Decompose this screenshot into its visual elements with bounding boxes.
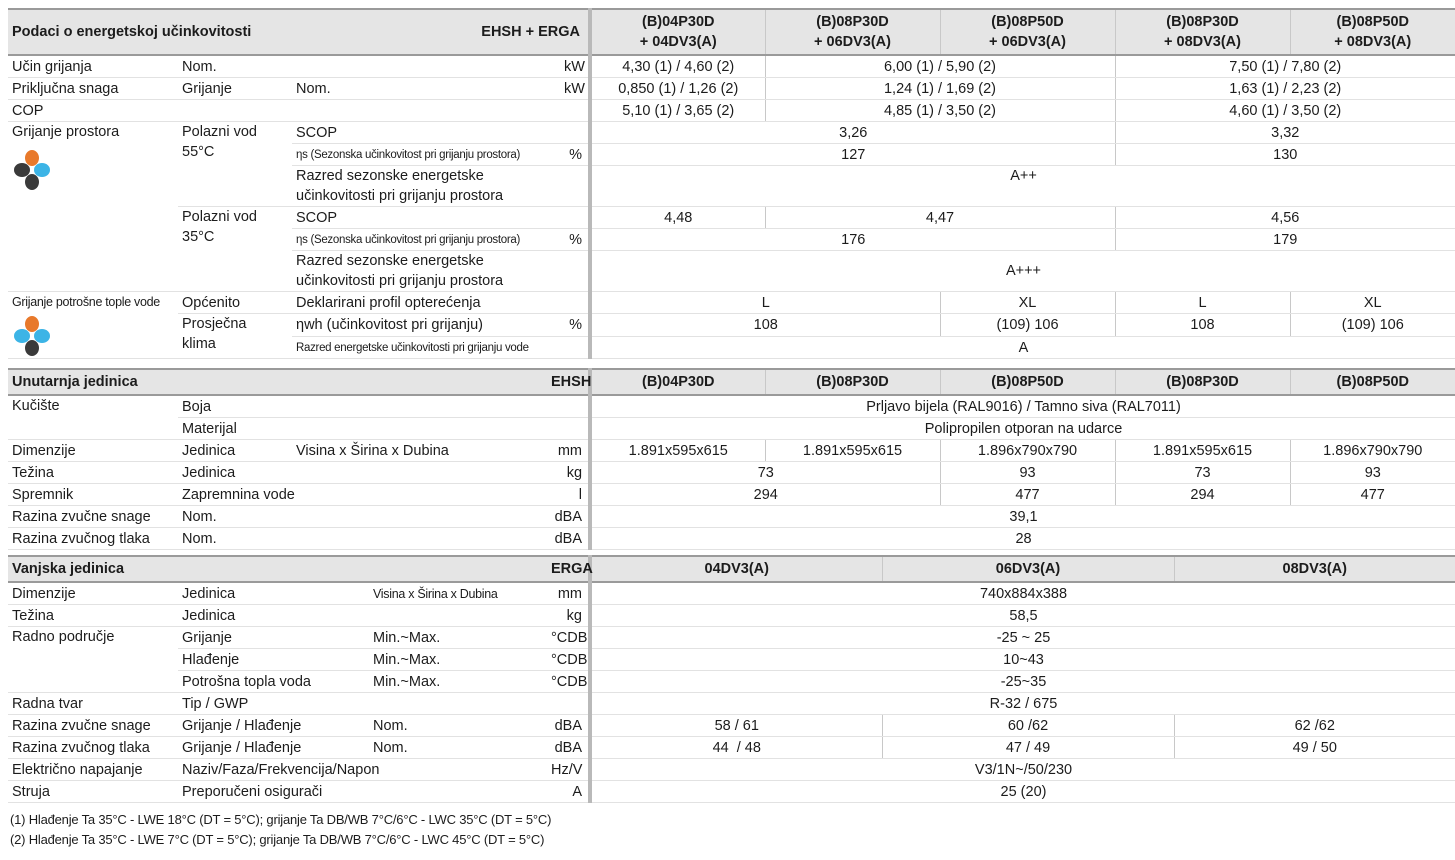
water-drops-icon	[12, 314, 52, 358]
value: Prljavo bijela (RAL9016) / Tamno siva (RAL7011)	[590, 395, 1455, 418]
row-label: Učin grijanja	[8, 55, 178, 78]
value: 73	[590, 462, 940, 484]
value: 5,10 (1) / 3,65 (2)	[590, 100, 765, 122]
footnote: (2) Hlađenje Ta 35°C - LWE 7°C (DT = 5°C); grijanje Ta DB/WB 7°C/6°C - LWC 45°C (DT = 5°C)	[10, 832, 545, 847]
table-row	[8, 78, 1455, 100]
row-sub2: ηwh (učinkovitost pri grijanju)	[292, 314, 560, 337]
row-sub2: Nom.	[369, 737, 547, 759]
value: (109) 106	[1290, 314, 1455, 337]
column-header: (B)04P30D	[590, 369, 765, 395]
table-row	[8, 418, 1455, 440]
value: 73	[1115, 462, 1290, 484]
unit: mm	[547, 440, 590, 462]
unit: %	[560, 314, 590, 337]
row-sub2: Min.~Max.	[369, 671, 547, 693]
table-row	[8, 671, 1455, 693]
unit: %	[560, 229, 590, 251]
row-label: Razina zvučne snage	[8, 506, 178, 528]
value: 477	[940, 484, 1115, 506]
value: 1,63 (1) / 2,23 (2)	[1115, 78, 1455, 100]
outdoor-unit-table	[8, 555, 1455, 803]
value: 25 (20)	[590, 781, 1455, 803]
row-sub: Nom.	[178, 55, 560, 78]
row-sub: Grijanje / Hlađenje	[178, 715, 369, 737]
row-sub: Jedinica	[178, 582, 369, 605]
row-sub: Jedinica	[178, 462, 547, 484]
value: Polipropilen otporan na udarce	[590, 418, 1455, 440]
row-label: Dimenzije	[8, 582, 178, 605]
row-label: Razina zvučne snage	[8, 715, 178, 737]
energy-efficiency-table	[8, 8, 1455, 359]
row-sub2: Razred sezonske energetske učinkovitosti pri grijanju prostora	[292, 166, 560, 207]
value: 60 /62	[882, 715, 1174, 737]
row-sub: Grijanje	[178, 627, 369, 649]
row-label: Razina zvučnog tlaka	[8, 528, 178, 550]
value: 7,50 (1) / 7,80 (2)	[1115, 55, 1455, 78]
row-label: Električno napajanje	[8, 759, 178, 781]
table-row	[8, 395, 1455, 418]
row-sub: Prosječna klima	[178, 314, 292, 359]
value: 477	[1290, 484, 1455, 506]
value: 3,32	[1115, 122, 1455, 144]
column-header: (B)08P30D + 08DV3(A)	[1115, 9, 1290, 55]
unit: l	[547, 484, 590, 506]
row-label: Težina	[8, 462, 178, 484]
column-header: (B)08P50D	[940, 369, 1115, 395]
column-header: (B)08P30D	[765, 369, 940, 395]
row-sub: Naziv/Faza/Frekvencija/Napon	[178, 759, 547, 781]
value: (109) 106	[940, 314, 1115, 337]
table-title: Unutarnja jedinica	[8, 369, 547, 395]
table-row	[8, 582, 1455, 605]
table-row	[8, 122, 1455, 144]
column-header: (B)08P50D + 08DV3(A)	[1290, 9, 1455, 55]
model-label: EHSH + ERGA	[560, 9, 590, 55]
row-label: COP	[8, 100, 590, 122]
table-row	[8, 506, 1455, 528]
value: V3/1N~/50/230	[590, 759, 1455, 781]
value: 1.896x790x790	[940, 440, 1115, 462]
column-header: 04DV3(A)	[590, 556, 882, 582]
column-header: (B)08P30D	[1115, 369, 1290, 395]
table-row	[8, 649, 1455, 671]
unit: °CDB	[547, 649, 590, 671]
row-sub2: Deklarirani profil opterećenja	[292, 292, 560, 314]
value: 44 / 48	[590, 737, 882, 759]
unit: dBA	[547, 737, 590, 759]
value: 93	[1290, 462, 1455, 484]
column-header: (B)08P50D	[1290, 369, 1455, 395]
value: 127	[590, 144, 1115, 166]
row-sub: Potrošna topla voda	[178, 671, 369, 693]
row-sub2: Nom.	[369, 715, 547, 737]
row-label: Priključna snaga	[8, 78, 178, 100]
value: 4,47	[765, 207, 1115, 229]
table-row	[8, 440, 1455, 462]
value: 4,30 (1) / 4,60 (2)	[590, 55, 765, 78]
value: 6,00 (1) / 5,90 (2)	[765, 55, 1115, 78]
value: L	[1115, 292, 1290, 314]
row-label: Spremnik	[8, 484, 178, 506]
table-row	[8, 627, 1455, 649]
value: XL	[940, 292, 1115, 314]
table-row	[8, 715, 1455, 737]
value: 4,48	[590, 207, 765, 229]
row-sub: Nom.	[178, 506, 547, 528]
value: -25 ~ 25	[590, 627, 1455, 649]
row-label: Razina zvučnog tlaka	[8, 737, 178, 759]
column-header: 08DV3(A)	[1174, 556, 1455, 582]
indoor-unit-table	[8, 368, 1455, 550]
row-label: Dimenzije	[8, 440, 178, 462]
value: 58,5	[590, 605, 1455, 627]
row-sub: Hlađenje	[178, 649, 369, 671]
unit: A	[547, 781, 590, 803]
column-header: (B)04P30D + 04DV3(A)	[590, 9, 765, 55]
footnotes	[10, 810, 551, 850]
value: 294	[590, 484, 940, 506]
value: 1,24 (1) / 1,69 (2)	[765, 78, 1115, 100]
value: 47 / 49	[882, 737, 1174, 759]
table-row	[8, 207, 1455, 229]
unit: °CDB	[547, 671, 590, 693]
model-label: ERGA	[547, 556, 590, 582]
value: A+++	[590, 251, 1455, 292]
column-header: (B)08P50D + 06DV3(A)	[940, 9, 1115, 55]
row-sub: Polazni vod 35°C	[178, 207, 292, 292]
row-sub: Boja	[178, 395, 547, 418]
table-row	[8, 100, 1455, 122]
row-sub2: SCOP	[292, 207, 560, 229]
unit: mm	[547, 582, 590, 605]
row-sub2: ηs (Sezonska učinkovitost pri grijanju prostora)	[292, 144, 560, 166]
row-sub2: Razred sezonske energetske učinkovitosti pri grijanju prostora	[292, 251, 560, 292]
value: L	[590, 292, 940, 314]
row-sub2: Min.~Max.	[369, 627, 547, 649]
unit: dBA	[547, 506, 590, 528]
table-row	[8, 693, 1455, 715]
value: 740x884x388	[590, 582, 1455, 605]
unit: dBA	[547, 528, 590, 550]
row-sub2: Visina x Širina x Dubina	[292, 440, 547, 462]
value: 3,26	[590, 122, 1115, 144]
value: R-32 / 675	[590, 693, 1455, 715]
value: 0,850 (1) / 1,26 (2)	[590, 78, 765, 100]
value: 28	[590, 528, 1455, 550]
row-label: Struja	[8, 781, 178, 803]
row-sub2: Nom.	[292, 78, 560, 100]
table-title: Podaci o energetskoj učinkovitosti	[8, 9, 560, 55]
row-sub: Materijal	[178, 418, 547, 440]
value: 108	[1115, 314, 1290, 337]
value: XL	[1290, 292, 1455, 314]
column-header: 06DV3(A)	[882, 556, 1174, 582]
row-sub: Grijanje	[178, 78, 292, 100]
row-sub2: Visina x Širina x Dubina	[369, 582, 547, 605]
value: 176	[590, 229, 1115, 251]
row-label: Radno područje	[8, 627, 178, 693]
table-row	[8, 484, 1455, 506]
value: 1.891x595x615	[765, 440, 940, 462]
value: 10~43	[590, 649, 1455, 671]
heating-drops-icon	[12, 148, 52, 192]
value: 49 / 50	[1174, 737, 1455, 759]
row-sub: Jedinica	[178, 440, 292, 462]
unit: dBA	[547, 715, 590, 737]
footnote: (1) Hlađenje Ta 35°C - LWE 18°C (DT = 5°C); grijanje Ta DB/WB 7°C/6°C - LWC 35°C (DT = 5°C)	[10, 812, 552, 827]
model-label: EHSH	[547, 369, 590, 395]
value: 1.891x595x615	[1115, 440, 1290, 462]
row-sub2: Razred energetske učinkovitosti pri grijanju vode	[292, 337, 590, 359]
row-sub: Preporučeni osigurači	[178, 781, 547, 803]
value: 1.896x790x790	[1290, 440, 1455, 462]
table-row	[8, 759, 1455, 781]
unit: kW	[560, 55, 590, 78]
value: 294	[1115, 484, 1290, 506]
row-label: Težina	[8, 605, 178, 627]
unit: kg	[547, 462, 590, 484]
value: 93	[940, 462, 1115, 484]
value: A++	[590, 166, 1455, 207]
table-row	[8, 314, 1455, 337]
unit: kg	[547, 605, 590, 627]
value: 62 /62	[1174, 715, 1455, 737]
table-row	[8, 737, 1455, 759]
table-row	[8, 462, 1455, 484]
value: 4,60 (1) / 3,50 (2)	[1115, 100, 1455, 122]
value: A	[590, 337, 1455, 359]
value: 179	[1115, 229, 1455, 251]
row-sub: Tip / GWP	[178, 693, 547, 715]
row-sub: Nom.	[178, 528, 547, 550]
row-sub: Općenito	[178, 292, 292, 314]
row-label: Radna tvar	[8, 693, 178, 715]
table-title: Vanjska jedinica	[8, 556, 547, 582]
row-sub2: SCOP	[292, 122, 560, 144]
row-label: Kučište	[8, 395, 178, 440]
column-header: (B)08P30D + 06DV3(A)	[765, 9, 940, 55]
table-row	[8, 528, 1455, 550]
value: 58 / 61	[590, 715, 882, 737]
table-row	[8, 781, 1455, 803]
value: -25~35	[590, 671, 1455, 693]
unit: Hz/V	[547, 759, 590, 781]
value: 4,56	[1115, 207, 1455, 229]
row-sub2: ηs (Sezonska učinkovitost pri grijanju prostora)	[292, 229, 560, 251]
unit: %	[560, 144, 590, 166]
row-sub: Jedinica	[178, 605, 547, 627]
table-row	[8, 605, 1455, 627]
row-sub: Zapremnina vode	[178, 484, 547, 506]
value: 1.891x595x615	[590, 440, 765, 462]
row-label: Grijanje prostora	[8, 122, 178, 292]
row-sub: Grijanje / Hlađenje	[178, 737, 369, 759]
unit: kW	[560, 78, 590, 100]
value: 39,1	[590, 506, 1455, 528]
table-row	[8, 55, 1455, 78]
value: 108	[590, 314, 940, 337]
row-label: Grijanje potrošne tople vode	[8, 292, 178, 359]
value: 130	[1115, 144, 1455, 166]
row-sub2: Min.~Max.	[369, 649, 547, 671]
value: 4,85 (1) / 3,50 (2)	[765, 100, 1115, 122]
unit: °CDB	[547, 627, 590, 649]
row-sub: Polazni vod 55°C	[178, 122, 292, 207]
table-row	[8, 292, 1455, 314]
